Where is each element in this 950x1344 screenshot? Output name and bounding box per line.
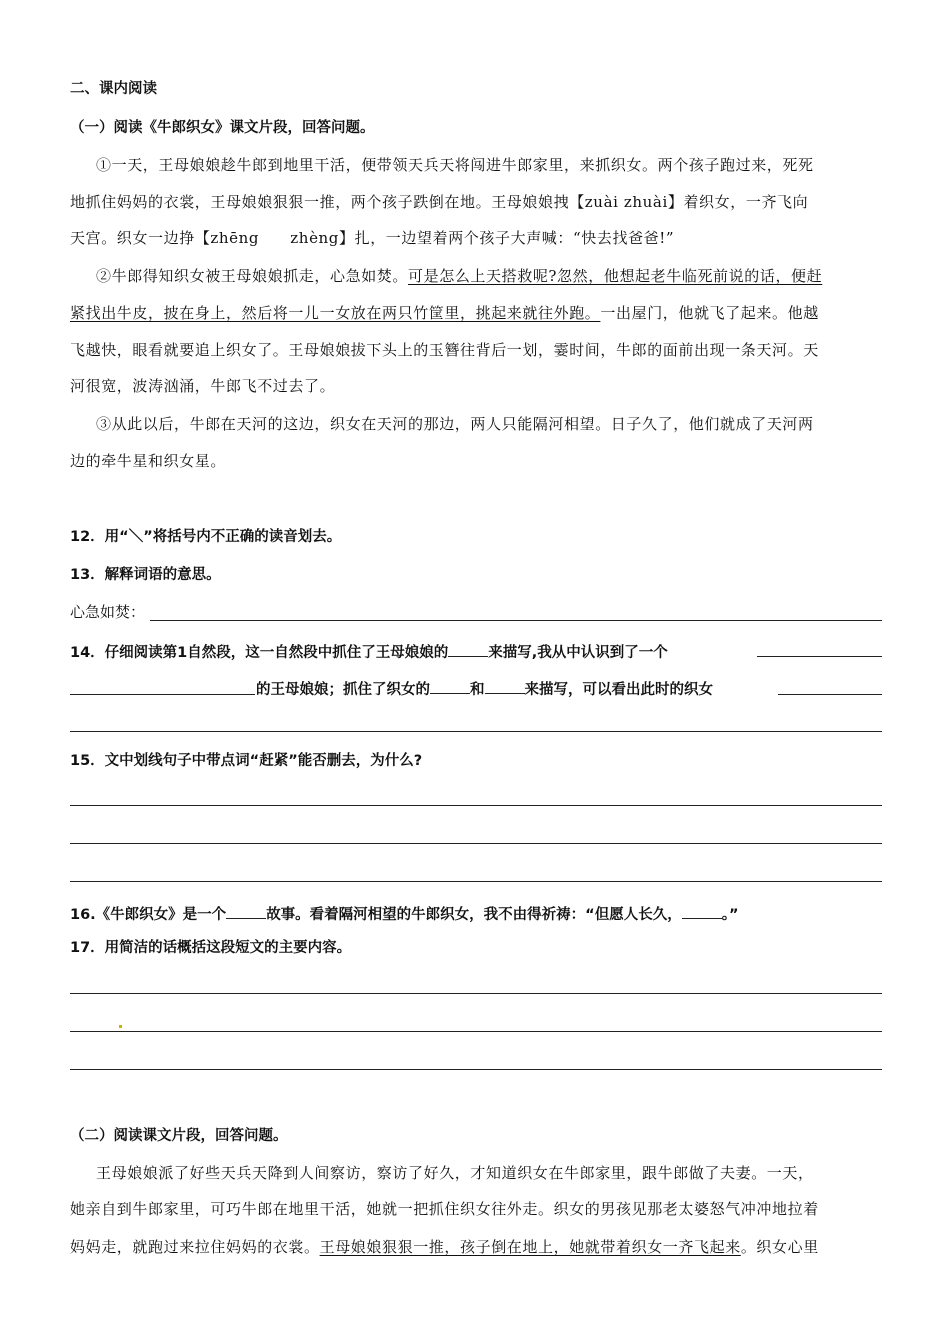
passage1-line: 边的牵牛星和织女星。 [70,452,227,470]
question-14-line1 [70,640,882,663]
question-13: 13．解释词语的意思。 [70,567,221,583]
q14-text: 来描写,我从中认识到了一个 [488,645,668,661]
stray-mark [119,1025,122,1028]
passage1-line [70,266,882,286]
passage1-line: 天宫。织女一边挣【zhēng zhèng】扎，一边望着两个孩子大声喊：“快去找爸爸!” [70,229,675,247]
q14-text: 14．仔细阅读第1自然段，这一自然段中抓住了王母娘娘的 [70,645,449,661]
question-16 [70,902,882,925]
passage1-line: ③从此以后，牛郎在天河的这边，织女在天河的那边，两人只能隔河相望。日子久了，他们就成了天河两 [96,415,814,433]
passage1-text: ②牛郎得知织女被王母娘娘抓走，心急如焚。 [96,267,409,285]
q13-term: 心急如焚： [70,603,146,621]
q15-answer-line[interactable] [70,881,882,882]
q16-blank-1[interactable] [226,902,266,919]
question-17: 17．用简洁的话概括这段短文的主要内容。 [70,940,352,956]
underlined-sentence: 可是怎么上天搭救呢?忽然，他想起老牛临死前说的话，便赶 [408,267,823,285]
question-15: 15．文中划线句子中带点词“赶紧”能否删去，为什么? [70,753,423,769]
q14-answer-line[interactable] [70,731,882,732]
passage1-line: ①一天，王母娘娘趁牛郎到地里干活，便带领天兵天将闯进牛郎家里，来抓织女。两个孩子跑过来，死死 [96,156,814,174]
q14-blank-5[interactable] [778,694,882,695]
q14-blank-2[interactable] [757,656,882,657]
q14-blank-2-cont[interactable] [70,694,255,695]
underlined-sentence: 王母娘娘狠狠一推，孩子倒在地上，她就带着织女一齐飞起来 [319,1238,741,1256]
section-title: 二、课内阅读 [70,81,157,97]
q14-text: 的王母娘娘；抓住了织女的 [256,682,430,698]
q14-text: 来描写，可以看出此时的织女 [524,682,713,698]
passage2-text: 。织女心里 [740,1238,819,1256]
underlined-sentence: 紧找出牛皮，披在身上，然后将一儿一女放在两只竹筐里，挑起来就往外跑。 [70,304,601,322]
q13-answer-line[interactable] [150,620,882,621]
question-12: 12．用“＼”将括号内不正确的读音划去。 [70,529,342,545]
passage1-line: 河很宽，波涛汹涌，牛郎飞不过去了。 [70,377,336,395]
part1-heading: （一）阅读《牛郎织女》课文片段，回答问题。 [70,120,375,136]
q14-blank-3[interactable] [430,677,470,694]
q15-answer-line[interactable] [70,805,882,806]
passage2-text: 妈妈走，就跑过来拉住妈妈的衣裳。 [70,1238,320,1256]
q17-answer-line[interactable] [70,1069,882,1070]
passage2-line [70,1237,882,1257]
passage1-line: 地抓住妈妈的衣裳，王母娘娘狠狠一推，两个孩子跌倒在地。王母娘娘拽【zuài zhuài】着织女，一齐飞向 [70,193,809,211]
q15-answer-line[interactable] [70,843,882,844]
q17-answer-line[interactable] [70,993,882,994]
q16-text: 故事。看着隔河相望的牛郎织女，我不由得祈祷：“但愿人长久， [266,907,682,923]
passage2-line: 她亲自到牛郎家里，可巧牛郎在地里干活，她就一把抓住织女往外走。织女的男孩见那老太婆怒气冲冲地拉着 [70,1200,819,1218]
passage2-line: 王母娘娘派了好些天兵天降到人间察访，察访了好久，才知道织女在牛郎家里，跟牛郎做了夫妻。一天， [96,1164,814,1182]
q17-answer-line[interactable] [70,1031,882,1032]
q16-text: 16.《牛郎织女》是一个 [70,907,227,923]
q16-text: 。” [721,907,739,923]
q16-blank-2[interactable] [682,902,722,919]
q14-blank-4[interactable] [485,677,525,694]
q14-text: 和 [470,682,485,698]
passage1-line [70,303,882,323]
part2-heading: （二）阅读课文片段，回答问题。 [70,1128,288,1144]
q14-blank-1[interactable] [448,640,488,657]
passage1-text: 一出屋门，他就飞了起来。他越 [600,304,819,322]
question-14-line2 [256,677,786,700]
passage1-line: 飞越快，眼看就要追上织女了。王母娘娘拔下头上的玉簪往背后一划，霎时间，牛郎的面前出现一条天河。天 [70,341,819,359]
